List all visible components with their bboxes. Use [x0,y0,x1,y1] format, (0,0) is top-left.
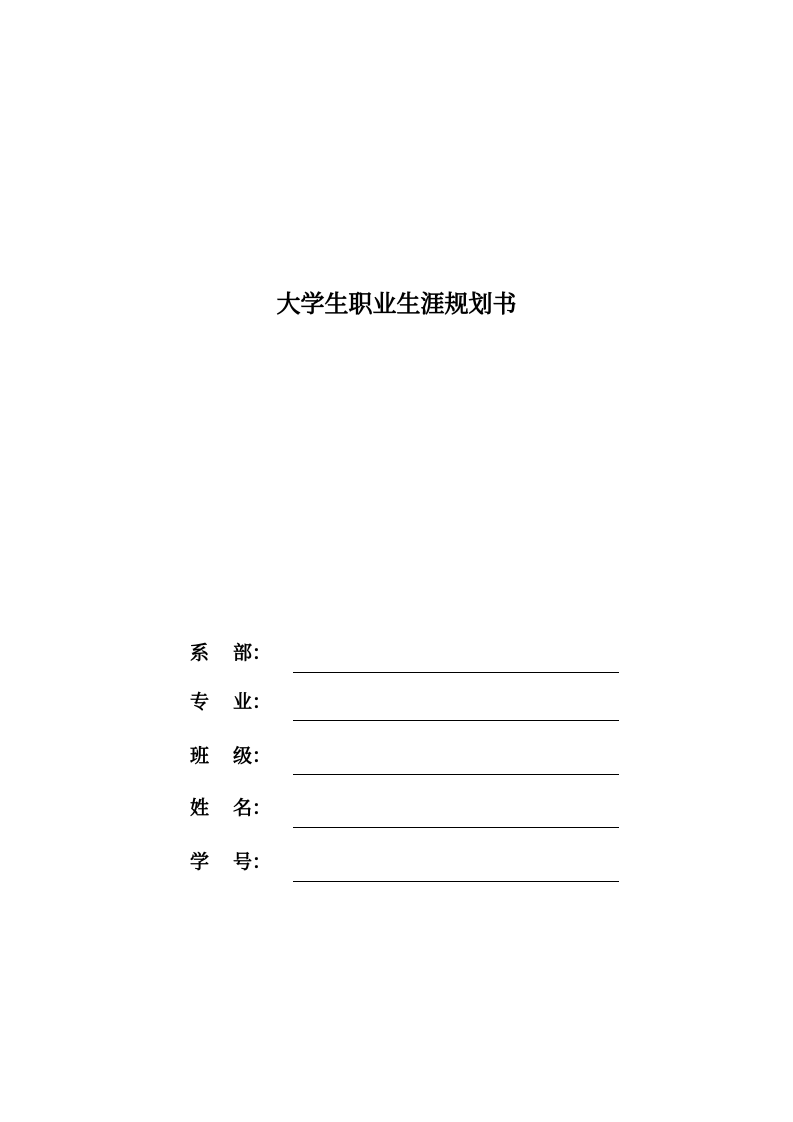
field-label-char: 姓 [190,797,210,819]
field-label-char: 学 [190,851,210,873]
field-label-colon: ： [252,851,272,873]
field-label-char: 系 [190,642,210,664]
field-label-char: 名 [233,797,253,819]
field-label-student-id [190,849,270,875]
student-id-value[interactable] [300,855,610,879]
name-underline [293,827,619,828]
department-value[interactable] [300,646,610,670]
field-label-colon: ： [252,745,272,767]
document-title: 大学生职业生涯规划书 [276,290,517,318]
class-underline [293,774,619,775]
field-label-char: 号 [233,851,253,873]
field-label-colon: ： [252,691,272,713]
field-label-department [190,640,270,666]
field-label-major [190,689,270,715]
field-label-colon: ： [252,642,272,664]
student-id-underline [293,881,619,882]
field-label-char: 部 [233,642,253,664]
class-value[interactable] [300,749,610,773]
department-underline [293,672,619,673]
field-label-char: 班 [190,745,210,767]
major-value[interactable] [300,695,610,719]
field-label-class [190,743,270,769]
name-value[interactable] [300,801,610,825]
field-label-char: 业 [233,691,253,713]
field-label-colon: ： [252,797,272,819]
field-label-char: 级 [233,745,253,767]
field-label-name [190,795,270,821]
field-label-char: 专 [190,691,210,713]
major-underline [293,720,619,721]
